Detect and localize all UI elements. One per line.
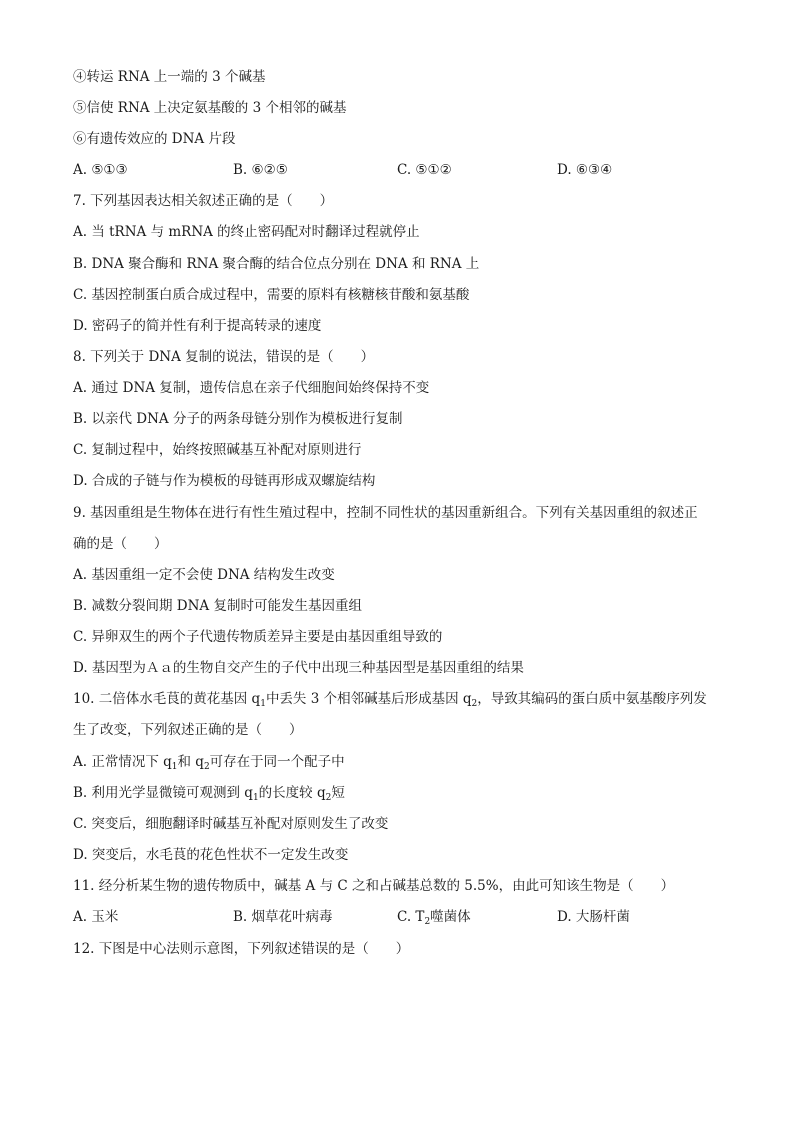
q10-stem-line1 [73, 690, 707, 708]
q10-text-a: 10. 二倍体水毛茛的黄花基因 q [73, 691, 261, 707]
q10-option-d: D. 突变后，水毛茛的花色性状不一定发生改变 [73, 847, 349, 863]
q11-option-d: D. 大肠杆菌 [557, 909, 630, 925]
q10-sub-1: 1 [260, 699, 266, 709]
q10-b-sub-1: 1 [252, 793, 259, 803]
q8-option-c: C. 复制过程中，始终按照碱基互补配对原则进行 [73, 442, 362, 458]
q6-option-d: D. ⑥③④ [557, 162, 613, 178]
q6-option-a: A. ⑤①③ [73, 162, 128, 178]
q7-option-b: B. DNA 聚合酶和 RNA 聚合酶的结合位点分别在 DNA 和 RNA 上 [73, 256, 480, 272]
q9-option-d: D. 基因型为Ａａ的生物自交产生的子代中出现三种基因型是基因重组的结果 [73, 660, 524, 676]
q11-c-text-b: 噬菌体 [430, 909, 471, 925]
q10-text-c: ，导致其编码的蛋白质中氨基酸序列发 [477, 691, 707, 707]
q9-option-a: A. 基因重组一定不会使 DNA 结构发生改变 [73, 567, 335, 583]
q10-a-sub-2: 2 [203, 762, 210, 772]
q10-a-text-c: 可存在于同一个配子中 [209, 754, 345, 770]
q10-option-a [73, 753, 345, 771]
q8-stem: 8. 下列关于 DNA 复制的说法，错误的是（ ） [73, 349, 375, 365]
q9-stem-line1: 9. 基因重组是生物体在进行有性生殖过程中，控制不同性状的基因重新组合。下列有关基因重组的叙述正 [73, 505, 698, 521]
item-6: ⑥有遗传效应的 DNA 片段 [73, 131, 236, 147]
q10-option-c: C. 突变后，细胞翻译时碱基互补配对原则发生了改变 [73, 816, 389, 832]
q10-stem-line2: 生了改变，下列叙述正确的是（ ） [73, 722, 303, 738]
q10-b-text-c: 短 [331, 785, 345, 801]
q11-c-text-a: C. T [397, 909, 425, 925]
q10-text-b: 中丢失 3 个相邻碱基后形成基因 q [265, 691, 472, 707]
q10-b-text-b: 的长度较 q [258, 785, 326, 801]
q7-stem: 7. 下列基因表达相关叙述正确的是（ ） [73, 193, 334, 209]
q10-b-text-a: B. 利用光学显微镜可观测到 q [73, 785, 253, 801]
q11-option-b: B. 烟草花叶病毒 [233, 909, 333, 925]
q9-option-b: B. 减数分裂间期 DNA 复制时可能发生基因重组 [73, 598, 362, 614]
item-4: ④转运 RNA 上一端的 3 个碱基 [73, 69, 266, 85]
q10-a-text-a: A. 正常情况下 q [73, 754, 172, 770]
q8-option-d: D. 合成的子链与作为模板的母链再形成双螺旋结构 [73, 473, 376, 489]
q11-option-a: A. 玉米 [73, 909, 119, 925]
q8-option-b: B. 以亲代 DNA 分子的两条母链分别作为模板进行复制 [73, 411, 403, 427]
q11-c-sub: 2 [424, 917, 431, 927]
q7-option-c: C. 基因控制蛋白质合成过程中，需要的原料有核糖核苷酸和氨基酸 [73, 287, 470, 303]
q6-option-b: B. ⑥②⑤ [233, 162, 288, 178]
q11-option-c [397, 908, 471, 926]
q11-stem: 11. 经分析某生物的遗传物质中，碱基 A 与 C 之和占碱基总数的 5.5%，由此可知该生物是（ ） [73, 878, 675, 894]
item-5: ⑤信使 RNA 上决定氨基酸的 3 个相邻的碱基 [73, 100, 347, 116]
q9-option-c: C. 异卵双生的两个子代遗传物质差异主要是由基因重组导致的 [73, 629, 443, 645]
q10-a-sub-1: 1 [171, 762, 178, 772]
q10-option-b [73, 784, 345, 802]
q10-sub-2: 2 [471, 699, 478, 709]
q10-b-sub-2: 2 [325, 793, 332, 803]
q12-stem: 12. 下图是中心法则示意图，下列叙述错误的是（ ） [73, 941, 410, 957]
q8-option-a: A. 通过 DNA 复制，遗传信息在亲子代细胞间始终保持不变 [73, 380, 430, 396]
q10-a-text-b: 和 q [177, 754, 204, 770]
q7-option-a: A. 当 tRNA 与 mRNA 的终止密码配对时翻译过程就停止 [73, 224, 420, 240]
q9-stem-line2: 确的是（ ） [73, 536, 168, 552]
q7-option-d: D. 密码子的简并性有利于提高转录的速度 [73, 318, 322, 334]
q6-option-c: C. ⑤①② [397, 162, 452, 178]
